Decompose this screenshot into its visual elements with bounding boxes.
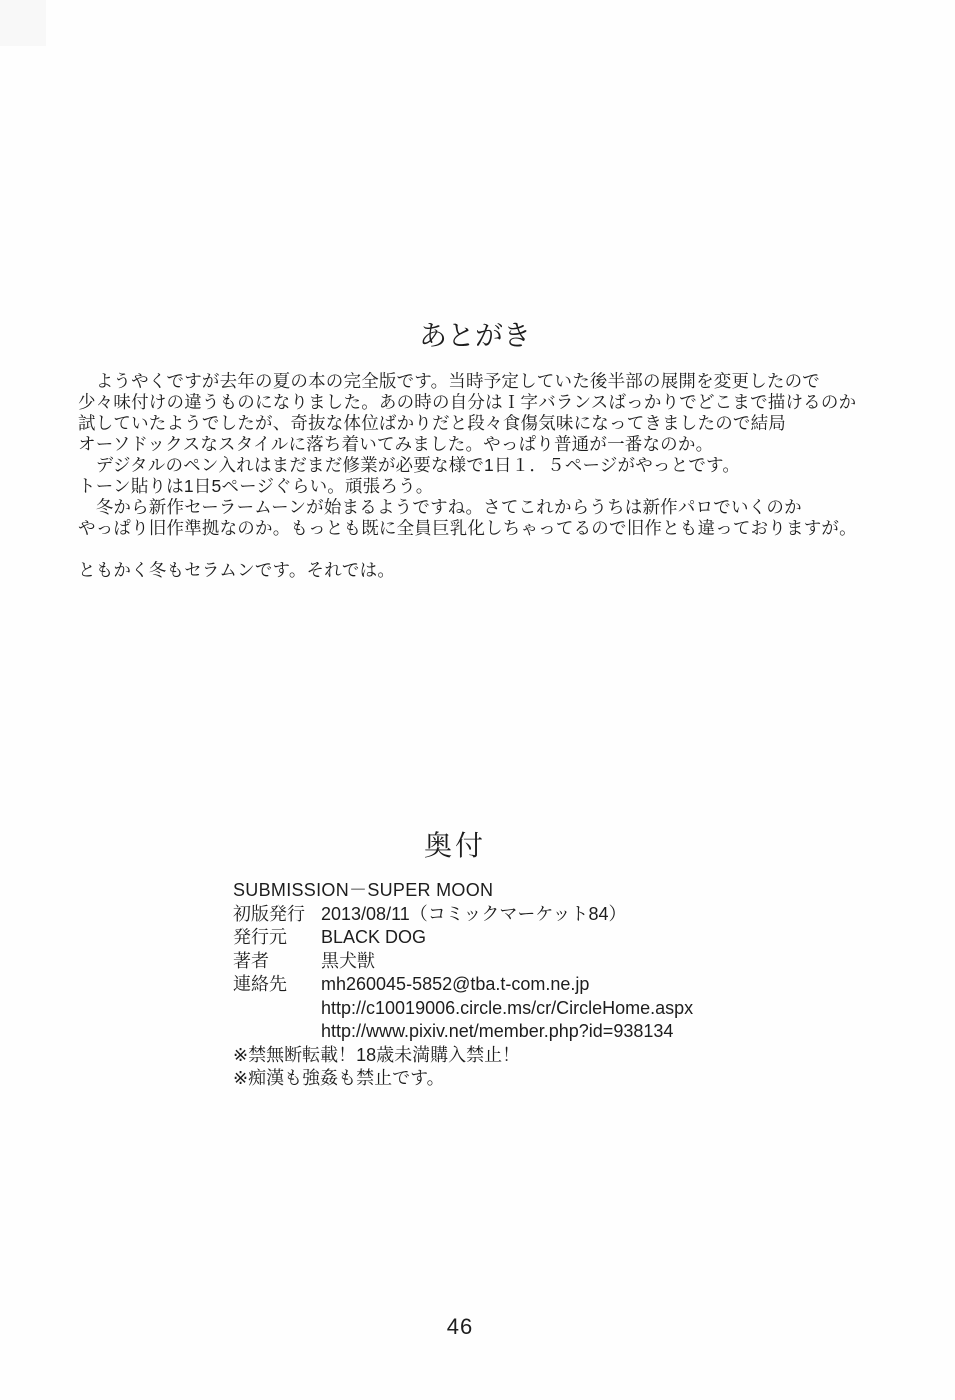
afterword-line: 冬から新作セーラームーンが始まるようですね。さてこれからうちは新作パロでいくのか xyxy=(78,497,802,517)
afterword-line: 少々味付けの違うものになりました。あの時の自分はＩ字バランスばっかりでどこまで描けるのか xyxy=(78,392,857,412)
content-disclaimer-notice: ※痴漢も強姦も禁止です。 xyxy=(233,1068,445,1088)
colophon-row-pixiv-url xyxy=(233,1020,853,1044)
afterword-text-block xyxy=(78,371,898,581)
first-edition-date: 2013/08/11（コミックマーケット84） xyxy=(321,903,627,924)
colophon-block xyxy=(233,879,853,1091)
colophon-label xyxy=(233,997,321,1021)
afterword-closing-line: ともかく冬もセラムンです。それでは。 xyxy=(78,560,396,580)
reprint-prohibition-notice: ※禁無断転載！18歳未満購入禁止！ xyxy=(233,1044,521,1065)
colophon-label xyxy=(233,1020,321,1044)
circle-url: http://c10019006.circle.ms/cr/CircleHome.aspx xyxy=(321,997,694,1018)
colophon-label: 初版発行 xyxy=(233,903,305,924)
afterword-line: デジタルのペン入れはまだまだ修業が必要な様で1日１．５ページがやっとです。 xyxy=(78,455,741,475)
colophon-row-first-edition xyxy=(233,903,853,927)
author-name: 黒犬獣 xyxy=(321,950,375,971)
afterword-line: トーン貼りは1日5ページぐらい。頑張ろう。 xyxy=(78,476,434,496)
paragraph-gap xyxy=(78,539,898,560)
contact-email: mh260045-5852@tba.t-com.ne.jp xyxy=(321,974,590,994)
page-number: 46 xyxy=(446,1314,474,1339)
afterword-line: オーソドックスなスタイルに落ち着いてみました。やっぱり普通が一番なのか。 xyxy=(78,434,714,454)
afterword-line: ようやくですが去年の夏の本の完全版です。当時予定していた後半部の展開を変更したので xyxy=(78,371,820,391)
afterword-title: あとがき xyxy=(419,320,532,351)
afterword-line: 試していたようでしたが、奇抜な体位ばかりだと段々食傷気味になってきましたので結局 xyxy=(78,413,786,433)
colophon-row-contact xyxy=(233,973,853,997)
colophon-label: 連絡先 xyxy=(233,974,287,994)
colophon-title: 奥付 xyxy=(424,830,487,861)
colophon-label: 発行元 xyxy=(233,927,287,947)
pixiv-url: http://www.pixiv.net/member.php?id=938134 xyxy=(321,1021,674,1041)
publisher-name: BLACK DOG xyxy=(321,927,427,947)
colophon-row-author xyxy=(233,950,853,974)
colophon-label: 著者 xyxy=(233,950,269,971)
afterword-line: やっぱり旧作準拠なのか。もっとも既に全員巨乳化しちゃってるので旧作とも違っておりますが。 xyxy=(78,518,857,538)
colophon-row-circle-url xyxy=(233,997,853,1021)
book-title: SUBMISSION－SUPER MOON xyxy=(233,880,494,900)
colophon-row-publisher xyxy=(233,926,853,950)
scan-corner-artifact xyxy=(0,0,46,46)
